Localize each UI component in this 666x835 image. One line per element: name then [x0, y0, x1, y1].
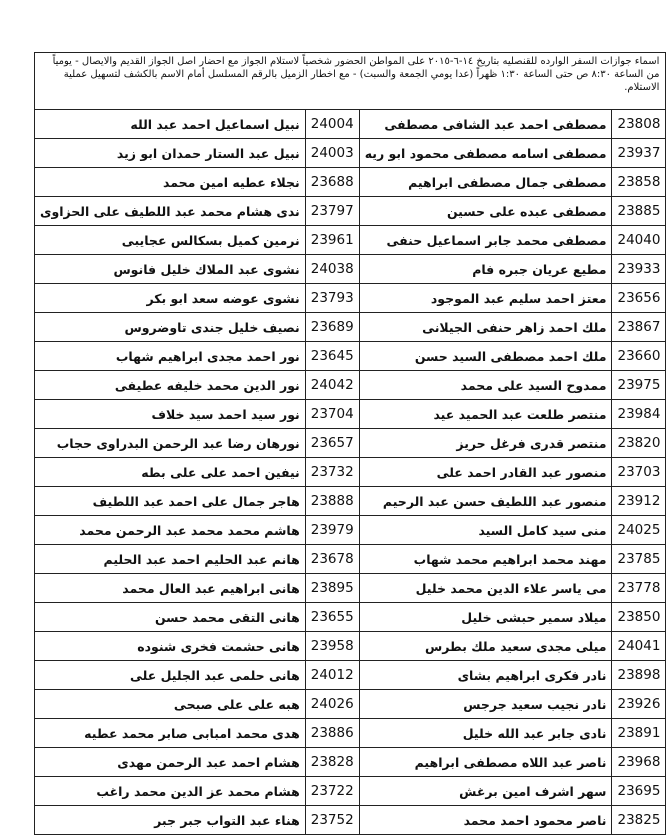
person-name-cell: ناصر محمود احمد محمد	[359, 806, 612, 835]
serial-number-cell: 23656	[612, 284, 666, 313]
table-row	[35, 719, 666, 748]
serial-number-cell: 23961	[305, 226, 359, 255]
serial-number-cell: 23885	[612, 197, 666, 226]
person-name-cell: معتز احمد سليم عبد الموجود	[359, 284, 612, 313]
serial-number-cell: 23793	[305, 284, 359, 313]
serial-number-cell: 23778	[612, 574, 666, 603]
serial-number-cell: 23797	[305, 197, 359, 226]
serial-number-cell: 24040	[612, 226, 666, 255]
serial-number-cell: 23678	[305, 545, 359, 574]
person-name-cell: ممدوح السيد على محمد	[359, 371, 612, 400]
serial-number-cell: 23732	[305, 458, 359, 487]
table-row	[35, 255, 666, 284]
serial-number-cell: 23891	[612, 719, 666, 748]
table-row	[35, 313, 666, 342]
serial-number-cell: 23645	[305, 342, 359, 371]
serial-number-cell: 23937	[612, 139, 666, 168]
serial-number-cell: 23785	[612, 545, 666, 574]
serial-number-cell: 23850	[612, 603, 666, 632]
table-row	[35, 226, 666, 255]
serial-number-cell: 23926	[612, 690, 666, 719]
person-name-cell: هانم عبد الحليم احمد عبد الحليم	[35, 545, 306, 574]
person-name-cell: منتصر قدرى فرغل حريز	[359, 429, 612, 458]
person-name-cell: مصطفى جمال مصطفى ابراهيم	[359, 168, 612, 197]
person-name-cell: هناء عبد التواب جبر جبر	[35, 806, 306, 835]
rows-body	[35, 110, 666, 835]
person-name-cell: نصيف خليل جندى تاوضروس	[35, 313, 306, 342]
person-name-cell: هانى ابراهيم عبد العال محمد	[35, 574, 306, 603]
person-name-cell: منى سيد كامل السيد	[359, 516, 612, 545]
table-row	[35, 429, 666, 458]
serial-number-cell: 23975	[612, 371, 666, 400]
table-row	[35, 342, 666, 371]
person-name-cell: هدى محمد امبابى صابر محمد عطيه	[35, 719, 306, 748]
serial-number-cell: 23820	[612, 429, 666, 458]
person-name-cell: ميلى مجدى سعيد ملك بطرس	[359, 632, 612, 661]
person-name-cell: مصطفى اسامه مصطفى محمود ابو ريه	[359, 139, 612, 168]
serial-number-cell: 23933	[612, 255, 666, 284]
person-name-cell: ناصر عبد اللاه مصطفى ابراهيم	[359, 748, 612, 777]
person-name-cell: نرمين كميل بسكالس عجايبى	[35, 226, 306, 255]
person-name-cell: نادى جابر عبد الله خليل	[359, 719, 612, 748]
serial-number-cell: 23886	[305, 719, 359, 748]
serial-number-cell: 24012	[305, 661, 359, 690]
person-name-cell: هانى التقى محمد حسن	[35, 603, 306, 632]
person-name-cell: نبيل عبد الستار حمدان ابو زيد	[35, 139, 306, 168]
serial-number-cell: 23703	[612, 458, 666, 487]
person-name-cell: منتصر طلعت عبد الحميد عيد	[359, 400, 612, 429]
person-name-cell: مطيع عريان جبره فام	[359, 255, 612, 284]
serial-number-cell: 23688	[305, 168, 359, 197]
person-name-cell: ندى هشام محمد عبد اللطيف على الحزاوى	[35, 197, 306, 226]
table-row	[35, 400, 666, 429]
serial-number-cell: 23825	[612, 806, 666, 835]
person-name-cell: هاجر جمال على احمد عبد اللطيف	[35, 487, 306, 516]
person-name-cell: نور احمد مجدى ابراهيم شهاب	[35, 342, 306, 371]
person-name-cell: نورهان رضا عبد الرحمن البدراوى حجاب	[35, 429, 306, 458]
serial-number-cell: 23979	[305, 516, 359, 545]
person-name-cell: نور الدين محمد خليفه عطيفى	[35, 371, 306, 400]
person-name-cell: هانى حلمى عبد الجليل على	[35, 661, 306, 690]
table-row	[35, 661, 666, 690]
table-row	[35, 574, 666, 603]
serial-number-cell: 24041	[612, 632, 666, 661]
serial-number-cell: 23867	[612, 313, 666, 342]
person-name-cell: نادر نجيب سعيد جرجس	[359, 690, 612, 719]
serial-number-cell: 23704	[305, 400, 359, 429]
table-row	[35, 748, 666, 777]
person-name-cell: منصور عبد اللطيف حسن عبد الرحيم	[359, 487, 612, 516]
serial-number-cell: 23898	[612, 661, 666, 690]
table-row	[35, 690, 666, 719]
serial-number-cell: 24025	[612, 516, 666, 545]
person-name-cell: نبيل اسماعيل احمد عبد الله	[35, 110, 306, 139]
table-row	[35, 284, 666, 313]
person-name-cell: سهر اشرف امين برغش	[359, 777, 612, 806]
serial-number-cell: 24026	[305, 690, 359, 719]
person-name-cell: ملك احمد زاهر حنفى الجيلانى	[359, 313, 612, 342]
table-row	[35, 487, 666, 516]
table-row	[35, 632, 666, 661]
person-name-cell: مصطفى عبده على حسين	[359, 197, 612, 226]
table-row	[35, 545, 666, 574]
table-row	[35, 806, 666, 835]
table-row	[35, 516, 666, 545]
serial-number-cell: 24003	[305, 139, 359, 168]
person-name-cell: نور سيد احمد سيد خلاف	[35, 400, 306, 429]
serial-number-cell: 24042	[305, 371, 359, 400]
person-name-cell: نادر فكرى ابراهيم بشاى	[359, 661, 612, 690]
table-row	[35, 110, 666, 139]
serial-number-cell: 23655	[305, 603, 359, 632]
serial-number-cell: 23695	[612, 777, 666, 806]
person-name-cell: منصور عبد القادر احمد على	[359, 458, 612, 487]
serial-number-cell: 23912	[612, 487, 666, 516]
table-row	[35, 603, 666, 632]
table-row	[35, 458, 666, 487]
serial-number-cell: 23888	[305, 487, 359, 516]
serial-number-cell: 23828	[305, 748, 359, 777]
serial-number-cell: 23808	[612, 110, 666, 139]
table-row	[35, 197, 666, 226]
person-name-cell: هبه على على صبحى	[35, 690, 306, 719]
person-name-cell: ملك احمد مصطفى السيد حسن	[359, 342, 612, 371]
table-row	[35, 371, 666, 400]
person-name-cell: هانى حشمت فخرى شنوده	[35, 632, 306, 661]
person-name-cell: نجلاء عطيه امين محمد	[35, 168, 306, 197]
table-row	[35, 777, 666, 806]
document-header-text: اسماء جوازات السفر الوارده للقنصليه بتاريخ ١٤-٦-٢٠١٥ على المواطن الحضور شخصياً لاستلام الجواز مع احضار اصل الجواز القديم والايصال - يومياً من الساعة ٨:٣٠ ص حتى الساعة ١:٣٠ ظهراً (عدا يومي الجمعة والسبت) - مع اخطار الزميل بالرقم المسلسل أمام الاسم بالكشف لتسهيل عملية الاستلام.	[35, 53, 666, 110]
serial-number-cell: 23984	[612, 400, 666, 429]
person-name-cell: مصطفى احمد عبد الشافى مصطفى	[359, 110, 612, 139]
table-row	[35, 168, 666, 197]
person-name-cell: نشوى عوضه سعد ابو بكر	[35, 284, 306, 313]
person-name-cell: هشام محمد عز الدين محمد راغب	[35, 777, 306, 806]
header-row	[35, 53, 666, 110]
serial-number-cell: 23968	[612, 748, 666, 777]
passport-list-table	[34, 52, 666, 835]
person-name-cell: مهند محمد ابراهيم محمد شهاب	[359, 545, 612, 574]
person-name-cell: هشام احمد عبد الرحمن مهدى	[35, 748, 306, 777]
person-name-cell: نيفين احمد على على بطه	[35, 458, 306, 487]
person-name-cell: مى ياسر علاء الدين محمد خليل	[359, 574, 612, 603]
serial-number-cell: 23858	[612, 168, 666, 197]
serial-number-cell: 23689	[305, 313, 359, 342]
table-row	[35, 139, 666, 168]
person-name-cell: هاشم محمد محمد عبد الرحمن محمد	[35, 516, 306, 545]
serial-number-cell: 23657	[305, 429, 359, 458]
serial-number-cell: 24038	[305, 255, 359, 284]
person-name-cell: ميلاد سمير حبشى خليل	[359, 603, 612, 632]
serial-number-cell: 24004	[305, 110, 359, 139]
serial-number-cell: 23660	[612, 342, 666, 371]
serial-number-cell: 23752	[305, 806, 359, 835]
serial-number-cell: 23722	[305, 777, 359, 806]
serial-number-cell: 23958	[305, 632, 359, 661]
person-name-cell: نشوى عبد الملاك خليل فانوس	[35, 255, 306, 284]
person-name-cell: مصطفى محمد جابر اسماعيل حنفى	[359, 226, 612, 255]
serial-number-cell: 23895	[305, 574, 359, 603]
